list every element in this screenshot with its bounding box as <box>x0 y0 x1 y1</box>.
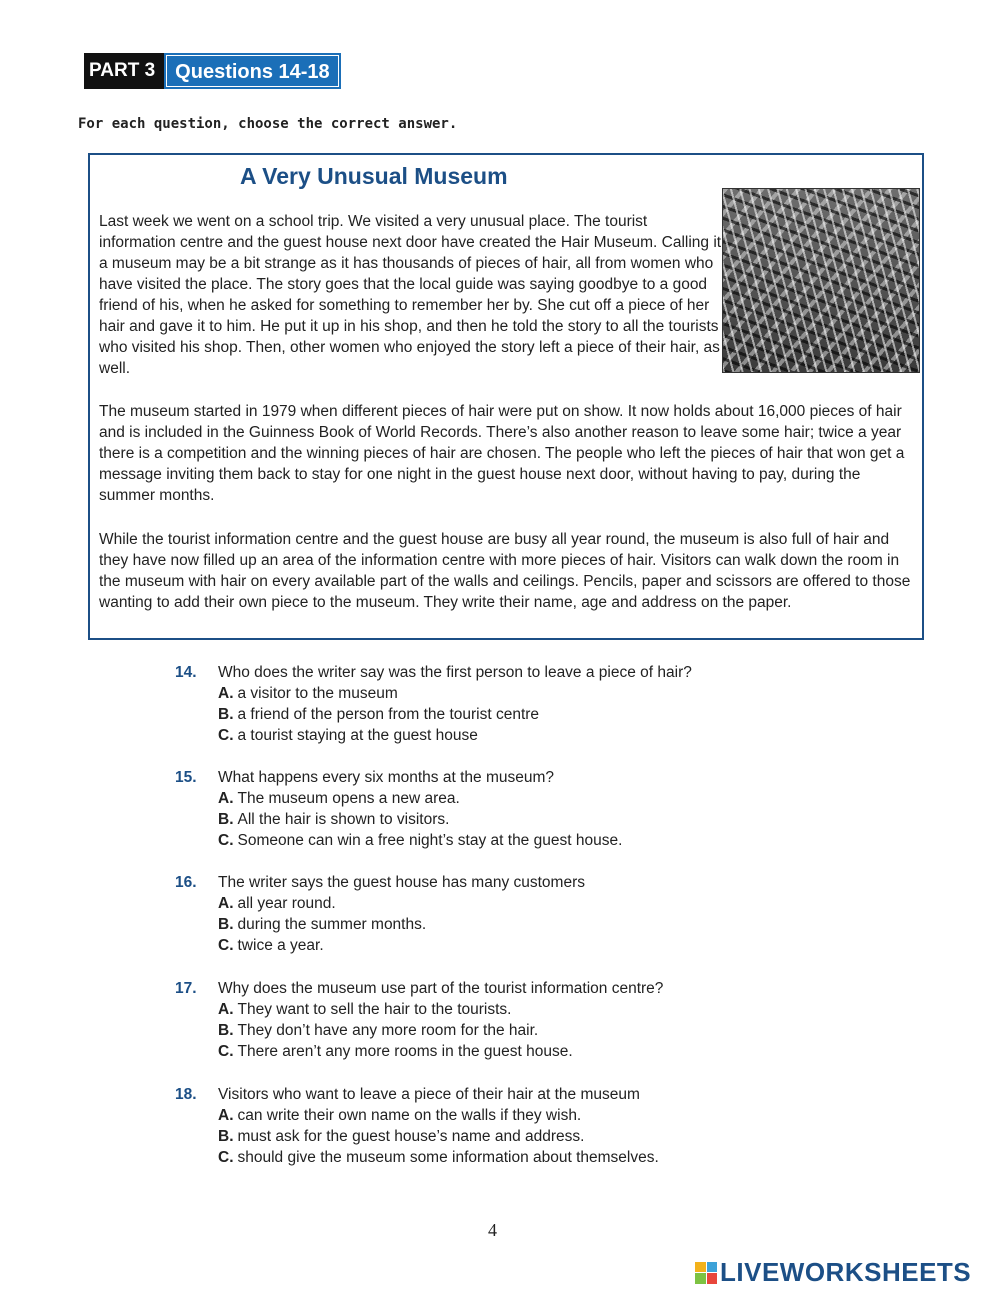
option-text: should give the museum some information about themselves. <box>237 1149 659 1166</box>
option-letter: C. <box>218 937 234 954</box>
page-number: 4 <box>488 1220 497 1240</box>
option-letter: A. <box>218 1107 234 1124</box>
option-text: They don’t have any more room for the hair. <box>237 1022 539 1039</box>
part-header <box>84 53 339 89</box>
option-c[interactable] <box>218 1147 659 1168</box>
passage-paragraph-2: The museum started in 1979 when different pieces of hair were put on show. It now holds about 16,000 pieces of hair and is included in the Guinness Book of World Records. There’s also another reason to leave some hair; twice a year there is a competition and the winning pieces of hair are chosen. The people who left the pieces of hair that won get a message inviting them back to stay for one night in the guest house next door, without having to pay, during the summer months. <box>99 403 905 504</box>
option-text: twice a year. <box>237 937 324 954</box>
option-b[interactable] <box>218 704 539 725</box>
question-number: 14. <box>175 664 197 681</box>
option-letter: B. <box>218 706 234 723</box>
option-a[interactable] <box>218 788 460 809</box>
question-number: 18. <box>175 1086 197 1103</box>
option-letter: C. <box>218 832 234 849</box>
part-label: PART 3 <box>84 53 164 89</box>
option-text: must ask for the guest house’s name and address. <box>237 1128 585 1145</box>
option-letter: B. <box>218 916 234 933</box>
liveworksheets-icon <box>695 1262 717 1284</box>
option-b[interactable] <box>218 1126 584 1147</box>
option-c[interactable] <box>218 725 478 746</box>
question-number: 16. <box>175 874 197 891</box>
question-stem: The writer says the guest house has many customers <box>218 874 585 891</box>
option-text: a visitor to the museum <box>237 685 398 702</box>
reading-passage <box>88 153 924 640</box>
option-letter: A. <box>218 685 234 702</box>
option-text: can write their own name on the walls if they wish. <box>237 1107 582 1124</box>
option-letter: B. <box>218 1022 234 1039</box>
option-letter: C. <box>218 727 234 744</box>
passage-title: A Very Unusual Museum <box>240 163 508 189</box>
option-c[interactable] <box>218 1041 573 1062</box>
option-text: a tourist staying at the guest house <box>237 727 478 744</box>
option-text: Someone can win a free night’s stay at the guest house. <box>237 832 623 849</box>
liveworksheets-logo <box>695 1257 971 1288</box>
option-letter: A. <box>218 790 234 807</box>
option-letter: B. <box>218 1128 234 1145</box>
option-letter: A. <box>218 895 234 912</box>
question-stem: Who does the writer say was the first person to leave a piece of hair? <box>218 664 692 681</box>
option-a[interactable] <box>218 1105 581 1126</box>
question-stem: Why does the museum use part of the tourist information centre? <box>218 980 664 997</box>
option-b[interactable] <box>218 914 426 935</box>
option-text: The museum opens a new area. <box>237 790 460 807</box>
option-text: during the summer months. <box>237 916 427 933</box>
option-text: All the hair is shown to visitors. <box>237 811 450 828</box>
option-c[interactable] <box>218 830 622 851</box>
question-number: 15. <box>175 769 197 786</box>
option-letter: A. <box>218 1001 234 1018</box>
option-letter: C. <box>218 1043 234 1060</box>
passage-paragraph-3: While the tourist information centre and the guest house are busy all year round, the museum is also full of hair and they have now filled up an area of the information centre with more pieces of hair. Visitors can walk down the room in the museum with hair on every available part of the walls and ceilings. Pencils, paper and scissors are offered to those wanting to add their own piece to the museum. They write their name, age and address on the paper. <box>99 531 911 611</box>
brand-name: LIVEWORKSHEETS <box>720 1257 972 1287</box>
option-text: all year round. <box>237 895 336 912</box>
option-text: a friend of the person from the tourist centre <box>237 706 540 723</box>
option-a[interactable] <box>218 999 511 1020</box>
hair-museum-photo <box>722 188 920 373</box>
option-a[interactable] <box>218 683 398 704</box>
option-c[interactable] <box>218 935 324 956</box>
questions-range-label: Questions 14-18 <box>166 55 339 87</box>
option-text: They want to sell the hair to the tourists. <box>237 1001 512 1018</box>
option-a[interactable] <box>218 893 336 914</box>
option-b[interactable] <box>218 1020 538 1041</box>
option-b[interactable] <box>218 809 449 830</box>
option-letter: C. <box>218 1149 234 1166</box>
option-letter: B. <box>218 811 234 828</box>
question-stem: What happens every six months at the museum? <box>218 769 554 786</box>
question-number: 17. <box>175 980 197 997</box>
passage-paragraph-1: Last week we went on a school trip. We visited a very unusual place. The tourist information centre and the guest house next door have created the Hair Museum. Calling it a museum may be a bit strange as it has thousands of pieces of hair, all from women who have visited the place. The story goes that the local guide was saying goodbye to a good friend of his, when he asked for something to remember her by. She cut off a piece of her hair and gave it to him. He put it up in his shop, and then he told the story to all the tourists who visited his shop. Then, other women who enjoyed the story left a piece of their hair, as well. <box>99 213 722 377</box>
option-text: There aren’t any more rooms in the guest house. <box>237 1043 573 1060</box>
question-stem: Visitors who want to leave a piece of their hair at the museum <box>218 1086 640 1103</box>
instruction-text: For each question, choose the correct answer. <box>78 116 458 132</box>
